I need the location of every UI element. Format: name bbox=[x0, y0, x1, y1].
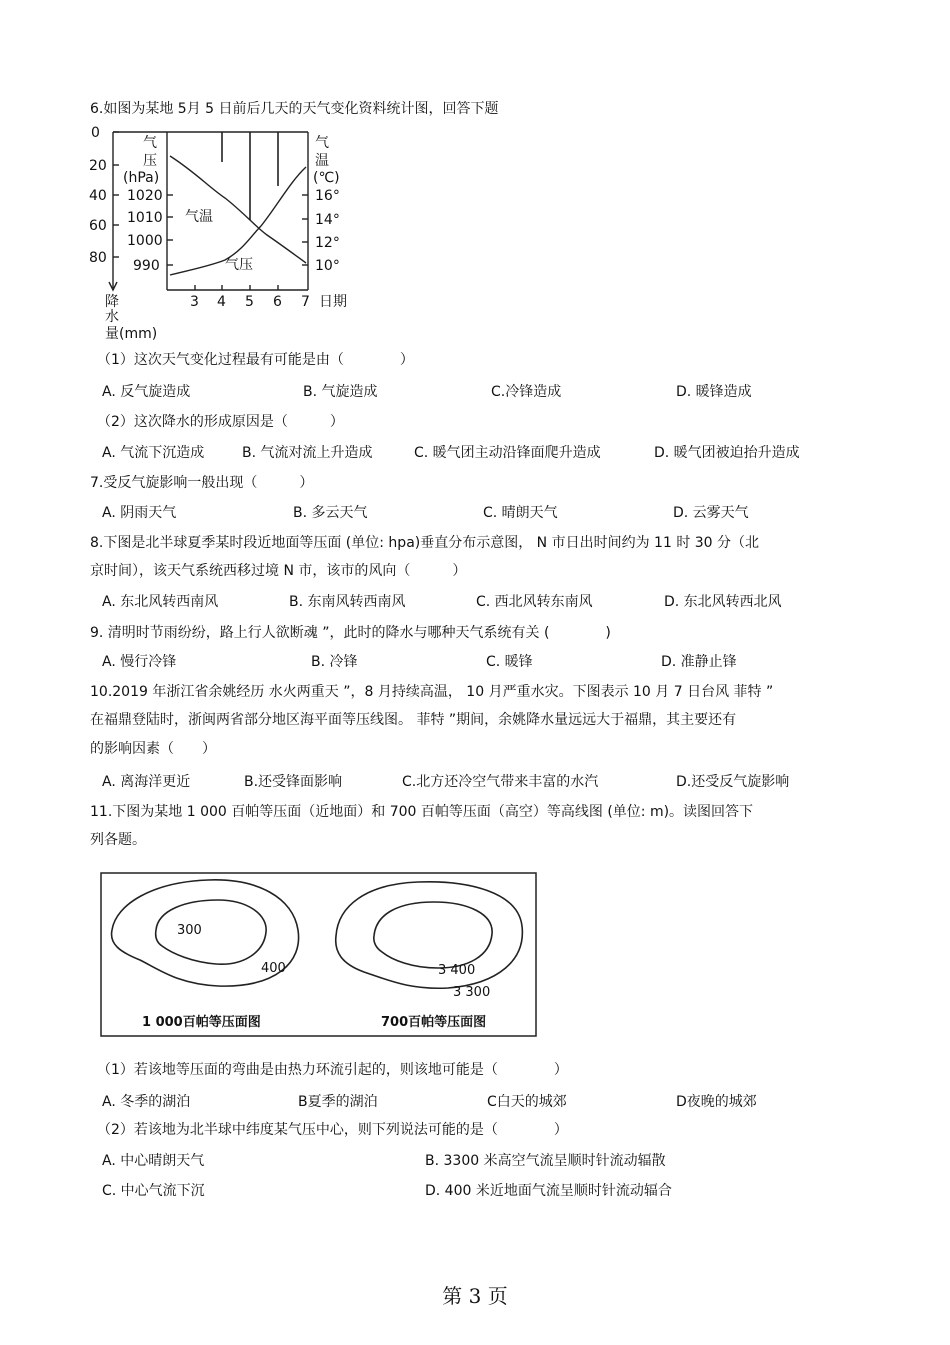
pressure-tick-1020: 1020 bbox=[127, 188, 163, 204]
right-figure-caption: 700百帕等压面图 bbox=[381, 1015, 487, 1030]
q8-stem-line1: 8.下图是北半球夏季某时段近地面等压面 (单位: hpa)垂直分布示意图， N 市日出时间约为 11 时 30 分（北 bbox=[90, 535, 760, 551]
q6-sub1-option-d[interactable]: D. 暖锋造成 bbox=[676, 384, 752, 400]
q8-option-b[interactable]: B. 东南风转西南风 bbox=[289, 594, 406, 610]
pressure-tick-990: 990 bbox=[133, 258, 160, 274]
q11-sub2-option-d[interactable]: D. 400 米近地面气流呈顺时针流动辐合 bbox=[425, 1183, 672, 1199]
q6-sub2-option-c[interactable]: C. 暖气团主动沿锋面爬升造成 bbox=[414, 445, 601, 461]
temp-label-2: 温 bbox=[315, 153, 329, 169]
q6-sub2-option-d[interactable]: D. 暖气团被迫抬升造成 bbox=[654, 445, 800, 461]
q6-sub2: （2）这次降水的形成原因是（ ） bbox=[97, 414, 344, 430]
date-axis-label: 日期 bbox=[319, 294, 347, 310]
q11-sub1-option-b[interactable]: B夏季的湖泊 bbox=[298, 1094, 378, 1110]
q6-sub2-option-b[interactable]: B. 气流对流上升造成 bbox=[242, 445, 373, 461]
left-outer-label: 400 bbox=[261, 961, 286, 976]
precip-tick-60: 60 bbox=[89, 218, 107, 234]
q6-sub2-option-a[interactable]: A. 气流下沉造成 bbox=[102, 445, 205, 461]
q10-option-b[interactable]: B.还受锋面影响 bbox=[244, 774, 343, 790]
pressure-label-3: (hPa) bbox=[123, 170, 160, 186]
q9-option-b[interactable]: B. 冷锋 bbox=[311, 654, 358, 670]
q11-sub2-option-a[interactable]: A. 中心晴朗天气 bbox=[102, 1153, 205, 1169]
page-number: 第 3 页 bbox=[442, 1284, 508, 1308]
date-tick-7: 7 bbox=[301, 294, 310, 310]
q9-option-a[interactable]: A. 慢行冷锋 bbox=[102, 654, 177, 670]
q10-stem-line1: 10.2019 年浙江省余姚经历 水火两重天 ”，8 月持续高温， 10 月严重水灾。下图表示 10 月 7 日台风 菲特 ” bbox=[90, 684, 774, 700]
right-inner-label: 3 400 bbox=[438, 963, 476, 978]
q10-stem-line3: 的影响因素（ ） bbox=[90, 741, 216, 757]
q9-option-d[interactable]: D. 准静止锋 bbox=[661, 654, 737, 670]
q9-option-c[interactable]: C. 暖锋 bbox=[486, 654, 533, 670]
precip-label-2: 水 bbox=[105, 309, 119, 325]
q6-sub1-option-a[interactable]: A. 反气旋造成 bbox=[102, 384, 191, 400]
q6-sub1-option-b[interactable]: B. 气旋造成 bbox=[303, 384, 378, 400]
q8-option-a[interactable]: A. 东北风转西南风 bbox=[102, 594, 219, 610]
temp-tick-16: 16° bbox=[315, 188, 340, 204]
precip-tick-80: 80 bbox=[89, 250, 107, 266]
temp-tick-12: 12° bbox=[315, 235, 340, 251]
q7-stem: 7.受反气旋影响一般出现（ ） bbox=[90, 475, 314, 491]
pressure-label-1: 气 bbox=[143, 135, 157, 151]
q6-sub1-option-c[interactable]: C.冷锋造成 bbox=[491, 384, 562, 400]
left-inner-contour bbox=[156, 900, 266, 964]
q6-sub1: （1）这次天气变化过程最有可能是由（ ） bbox=[97, 352, 414, 368]
precip-label-1: 降 bbox=[105, 294, 119, 310]
q8-option-c[interactable]: C. 西北风转东南风 bbox=[476, 594, 593, 610]
q6-stem: 6.如图为某地 5月 5 日前后几天的天气变化资料统计图，回答下题 bbox=[90, 101, 499, 117]
temp-label-1: 气 bbox=[315, 135, 329, 151]
q7-option-a[interactable]: A. 阴雨天气 bbox=[102, 505, 177, 521]
isobaric-surface-figure bbox=[98, 870, 540, 1040]
right-inner-contour bbox=[374, 902, 492, 968]
q11-sub2-option-c[interactable]: C. 中心气流下沉 bbox=[102, 1183, 205, 1199]
precip-label-3: 量(mm) bbox=[105, 326, 158, 342]
right-outer-label: 3 300 bbox=[453, 985, 491, 1000]
temp-tick-14: 14° bbox=[315, 212, 340, 228]
temp-label-3: (℃) bbox=[313, 170, 340, 186]
q10-option-a[interactable]: A. 离海洋更近 bbox=[102, 774, 191, 790]
q11-sub2-option-b[interactable]: B. 3300 米高空气流呈顺时针流动辐散 bbox=[425, 1153, 666, 1169]
q11-sub1-option-a[interactable]: A. 冬季的湖泊 bbox=[102, 1094, 191, 1110]
q11-sub1-option-d[interactable]: D夜晚的城郊 bbox=[676, 1094, 757, 1110]
q8-option-d[interactable]: D. 东北风转西北风 bbox=[664, 594, 782, 610]
q10-stem-line2: 在福鼎登陆时，浙闽两省部分地区海平面等压线图。 菲特 ”期间，余姚降水量远远大于福鼎，其主要还有 bbox=[90, 712, 737, 728]
precip-tick-20: 20 bbox=[89, 158, 107, 174]
precip-tick-40: 40 bbox=[89, 188, 107, 204]
q8-stem-line2: 京时间），该天气系统西移过境 N 市，该市的风向（ ） bbox=[90, 563, 467, 579]
date-tick-4: 4 bbox=[217, 294, 226, 310]
date-tick-5: 5 bbox=[245, 294, 254, 310]
pressure-tick-1000: 1000 bbox=[127, 233, 163, 249]
pressure-tick-1010: 1010 bbox=[127, 210, 163, 226]
q10-option-c[interactable]: C.北方还冷空气带来丰富的水汽 bbox=[402, 774, 599, 790]
q7-option-c[interactable]: C. 晴朗天气 bbox=[483, 505, 558, 521]
q7-option-d[interactable]: D. 云雾天气 bbox=[673, 505, 749, 521]
q7-option-b[interactable]: B. 多云天气 bbox=[293, 505, 368, 521]
left-inner-label: 300 bbox=[177, 923, 202, 938]
temp-tick-10: 10° bbox=[315, 258, 340, 274]
left-figure-caption: 1 000百帕等压面图 bbox=[142, 1015, 261, 1030]
pressure-curve-label: 气压 bbox=[225, 257, 253, 273]
q11-sub1-option-c[interactable]: C白天的城郊 bbox=[487, 1094, 567, 1110]
pressure-label-2: 压 bbox=[143, 153, 157, 169]
q11-sub1: （1）若该地等压面的弯曲是由热力环流引起的，则该地可能是（ ） bbox=[97, 1062, 568, 1078]
right-outer-contour bbox=[336, 882, 523, 988]
q11-stem-line2: 列各题。 bbox=[90, 832, 146, 848]
figure-frame bbox=[101, 873, 536, 1036]
q9-stem: 9. 清明时节雨纷纷，路上行人欲断魂 ”，此时的降水与哪种天气系统有关 ( ) bbox=[90, 625, 611, 641]
q11-sub2: （2）若该地为北半球中纬度某气压中心，则下列说法可能的是（ ） bbox=[97, 1122, 568, 1138]
q10-option-d[interactable]: D.还受反气旋影响 bbox=[676, 774, 790, 790]
weather-chart bbox=[85, 120, 365, 345]
date-tick-6: 6 bbox=[273, 294, 282, 310]
date-tick-3: 3 bbox=[190, 294, 199, 310]
q11-stem-line1: 11.下图为某地 1 000 百帕等压面（近地面）和 700 百帕等压面（高空）等高线图 (单位: m)。读图回答下 bbox=[90, 804, 754, 820]
temperature-curve-label: 气温 bbox=[185, 209, 213, 225]
precip-tick-0: 0 bbox=[91, 125, 100, 141]
